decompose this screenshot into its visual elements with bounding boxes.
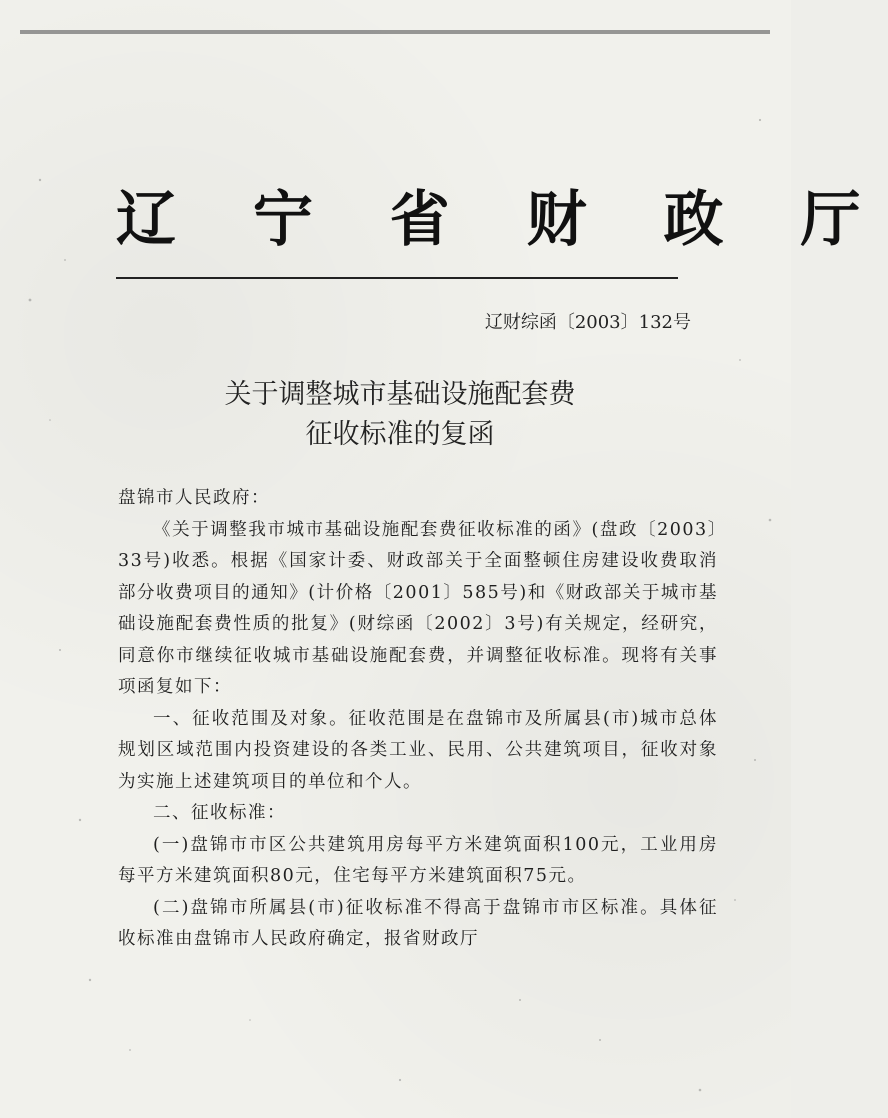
header-rule (116, 277, 678, 279)
body-paragraph: (二)盘锦市所属县(市)征收标准不得高于盘锦市市区标准。具体征收标准由盘锦市人民政府确定，报省财政厅 (118, 897, 718, 949)
title-line-1: 关于调整城市基础设施配套费 (224, 379, 576, 410)
body-paragraph: 一、征收范围及对象。征收范围是在盘锦市及所属县(市)城市总体规划区域范围内投资建设的各类工业、民用、公共建筑项目，征收对象为实施上述建筑项目的单位和个人。 (118, 708, 718, 792)
letterhead: 辽 宁 省 财 政 厅 (116, 185, 888, 255)
document-body (118, 483, 718, 956)
document-title (100, 375, 700, 455)
body-paragraph: (一)盘锦市市区公共建筑用房每平方米建筑面积100元，工业用房每平方米建筑面积80元，住宅每平方米建筑面积75元。 (118, 834, 718, 886)
document-number: 辽财综函〔2003〕132号 (484, 312, 691, 333)
title-line-2: 征收标准的复函 (305, 419, 495, 450)
body-paragraph: 二、征收标准： (153, 803, 286, 823)
salutation: 盘锦市人民政府： (118, 488, 270, 508)
body-paragraph: 《关于调整我市城市基础设施配套费征收标准的函》(盘政〔2003〕33号)收悉。根据《国家计委、财政部关于全面整顿住房建设收费取消部分收费项目的通知》(计价格〔2001〕585号)和《财政部关于城市基础设施配套费性质的批复》(财综函〔2002〕3号)有关规定，经研究，同意你市继续征收城市基础设施配套费，并调整征收标准。现将有关事项函复如下： (118, 519, 718, 697)
scan-top-edge (20, 30, 770, 34)
